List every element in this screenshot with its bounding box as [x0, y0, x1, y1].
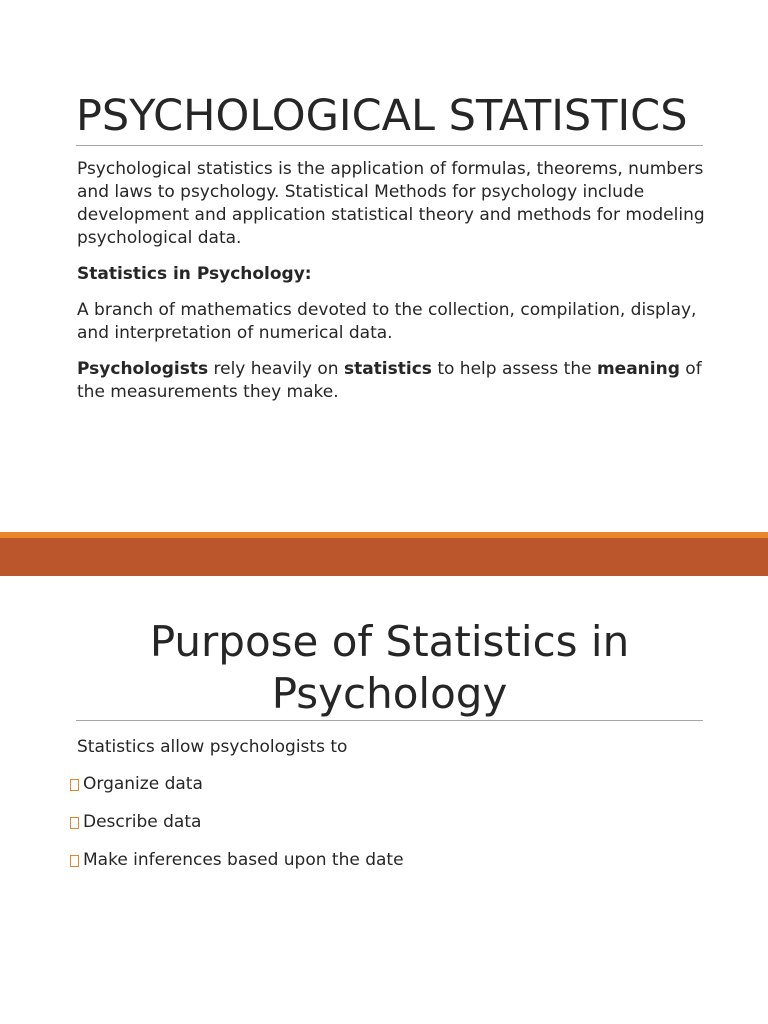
list-item — [70, 849, 707, 872]
bullet-text: Make inferences based upon the date — [83, 850, 404, 870]
subheading: Statistics in Psychology: — [77, 264, 312, 284]
definition-paragraph: Psychological statistics is the application of formulas, theorems, numbers and laws to psychology. Statistical Methods for psychology include development and application statistical theory and methods for modeling psychological data. — [77, 159, 705, 248]
title-line-2: Psychology — [271, 669, 508, 718]
bold-meaning: meaning — [596, 359, 680, 379]
divider-band — [0, 538, 768, 576]
bullet-text: Organize data — [83, 774, 203, 794]
slide-title — [76, 616, 703, 720]
slide-title: PSYCHOLOGICAL STATISTICS — [76, 91, 688, 141]
slide-purpose-of-statistics — [0, 576, 768, 1024]
bullet-box-icon — [70, 855, 79, 867]
intro-text: Statistics allow psychologists to — [77, 737, 348, 757]
list-item — [70, 811, 707, 834]
title-underline — [76, 720, 703, 721]
bold-statistics: statistics — [343, 359, 432, 379]
bullet-box-icon — [70, 779, 79, 791]
psychologists-paragraph — [77, 358, 707, 404]
title-line-1: Purpose of Statistics in — [149, 617, 630, 666]
bullet-text: Describe data — [83, 812, 202, 832]
text-segment: to help assess the — [431, 359, 597, 379]
list-item — [70, 773, 707, 796]
title-underline — [76, 145, 703, 146]
slide-body — [77, 736, 707, 887]
text-segment: rely heavily on — [208, 359, 344, 379]
text-segment: of the measurements they make. — [77, 359, 702, 402]
bullet-box-icon — [70, 817, 79, 829]
slide-body — [77, 158, 707, 417]
bold-psychologists: Psychologists — [77, 359, 209, 379]
branch-paragraph: A branch of mathematics devoted to the collection, compilation, display, and interpretation of numerical data. — [77, 300, 697, 343]
